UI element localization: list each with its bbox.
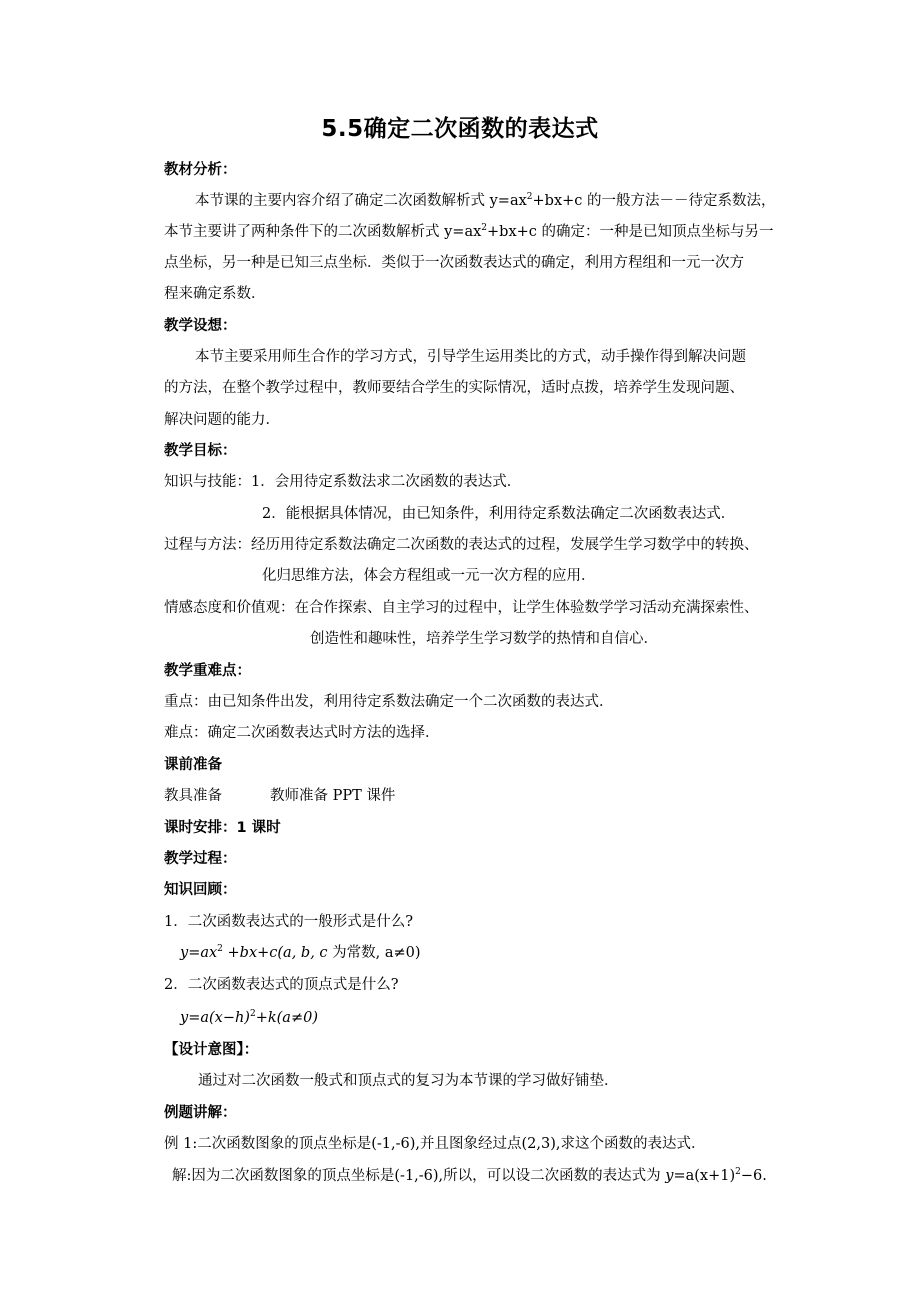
schedule-text: 课时安排：1 课时 bbox=[164, 820, 281, 836]
question-2: 2．二次函数表达式的顶点式是什么? bbox=[164, 977, 399, 993]
goal-knowledge-2: 2．能根据具体情况，由已知条件，利用待定系数法确定二次函数表达式． bbox=[262, 506, 736, 522]
page-title: 5.5确定二次函数的表达式 bbox=[321, 116, 599, 142]
difficulty-text: 难点：确定二次函数表达式时方法的选择． bbox=[164, 725, 440, 741]
goal-emotion-2: 创造性和趣味性，培养学生学习数学的热情和自信心． bbox=[310, 631, 658, 647]
analysis-heading: 教材分析： bbox=[164, 162, 237, 178]
analysis-line-4: 程来确定系数． bbox=[164, 286, 266, 302]
keypoint-text: 重点：由已知条件出发，利用待定系数法确定一个二次函数的表达式． bbox=[164, 694, 614, 710]
prep-heading: 课前准备 bbox=[164, 757, 222, 773]
goals-heading: 教学目标： bbox=[164, 443, 237, 459]
review-heading: 知识回顾： bbox=[164, 882, 237, 898]
goal-knowledge-1: 知识与技能：1．会用待定系数法求二次函数的表达式． bbox=[164, 474, 522, 490]
example-1: 例 1:二次函数图象的顶点坐标是(-1,-6),并且图象经过点(2,3),求这个函数的表达式． bbox=[164, 1136, 706, 1152]
formula-general: $y=ax^2 +bx+c(a$, b, c 为常数, a≠0) bbox=[180, 944, 421, 961]
analysis-line-2: 本节主要讲了两种条件下的二次函数解析式 $y=ax^2+bx+c$ 的确定：一种是已知顶点坐标与另一 bbox=[164, 223, 774, 240]
example-heading: 例题讲解： bbox=[164, 1105, 237, 1121]
design-line-1: 本节主要采用师生合作的学习方式，引导学生运用类比的方式，动手操作得到解决问题 bbox=[195, 349, 746, 365]
goal-process-1: 过程与方法：经历用待定系数法确定二次函数的表达式的过程，发展学生学习数学中的转换、 bbox=[164, 537, 759, 553]
analysis-line-1: 本节课的主要内容介绍了确定二次函数解析式 $y=ax^2+bx+c$ 的一般方法－－待定系数法， bbox=[195, 192, 776, 209]
question-1: 1．二次函数表达式的一般形式是什么? bbox=[164, 914, 413, 930]
analysis-line-3: 点坐标，另一种是已知三点坐标．类似于一次函数表达式的确定，利用方程组和一元一次方 bbox=[164, 255, 744, 271]
process-heading: 教学过程： bbox=[164, 851, 237, 867]
solution-line: 解:因为二次函数图象的顶点坐标是(-1,-6),所以，可以设二次函数的表达式为 $y=a(x+1)^2-6$. bbox=[172, 1167, 767, 1184]
design-line-3: 解决问题的能力． bbox=[164, 412, 280, 428]
design-line-2: 的方法，在整个教学过程中，教师要结合学生的实际情况，适时点拨，培养学生发现问题、 bbox=[164, 380, 744, 396]
goal-emotion-1: 情感态度和价值观：在合作探索、自主学习的过程中，让学生体验数学学习活动充满探索性、 bbox=[164, 600, 759, 616]
intent-heading: 【设计意图】： bbox=[164, 1042, 259, 1058]
prep-value: 教师准备 PPT 课件 bbox=[270, 788, 396, 804]
design-heading: 教学设想： bbox=[164, 318, 237, 334]
keypoints-heading: 教学重难点： bbox=[164, 663, 251, 679]
goal-process-2: 化归思维方法，体会方程组或一元一次方程的应用． bbox=[262, 568, 596, 584]
prep-label: 教具准备 bbox=[164, 788, 222, 804]
intent-text: 通过对二次函数一般式和顶点式的复习为本节课的学习做好铺垫． bbox=[198, 1073, 619, 1089]
formula-vertex: $y=a(x-h)^2+k(a\ne 0)$ bbox=[180, 1009, 318, 1026]
